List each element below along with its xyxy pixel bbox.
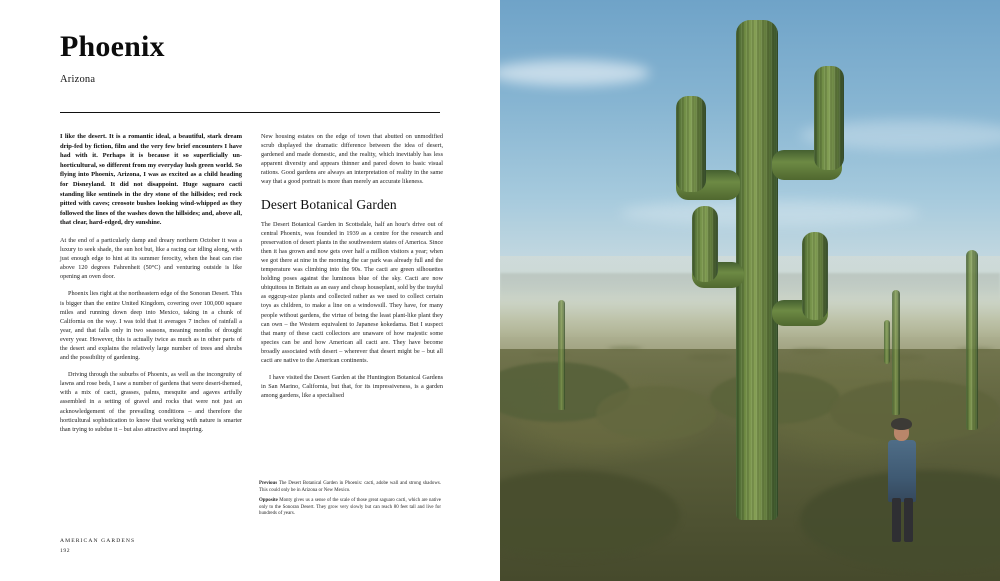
scrub-bush <box>596 386 716 440</box>
lead-paragraph: I like the desert. It is a romantic ideal, a beautiful, stark dream drip-fed by fiction, film and the very few brief encounters I have had with it. Perhaps it is because it so superficially un-horticultural, so different from my everyday lush green world. So flying into Phoenix, Arizona, I was as excited as a child heading for Disneyland. It did not disappoint. Huge saguaro cacti standing like sentinels in the dry stone of the hillsides; red rock pitted with caves; creosote bushes looking wind-whipped as they followed the lines of the washes down the hillsides; and, above all, that clear, hard-edged, dry sunshine. <box>60 133 242 227</box>
desert-photo <box>500 0 1000 581</box>
page-subtitle: Arizona <box>60 74 96 85</box>
title-block <box>60 30 440 85</box>
background-saguaro <box>892 290 900 415</box>
column-one <box>60 132 242 522</box>
background-saguaro-arm <box>884 320 890 364</box>
saguaro-arm-right-lower <box>802 232 828 320</box>
caption-previous-label: Previous <box>259 481 278 486</box>
background-saguaro <box>966 250 978 430</box>
right-page-photograph <box>500 0 1000 581</box>
section-heading: Desert Botanical Garden <box>261 196 397 212</box>
page-number: 192 <box>60 548 71 554</box>
background-saguaro <box>558 300 565 410</box>
caption-opposite-label: Opposite <box>259 498 278 504</box>
paragraph: Driving through the suburbs of Phoenix, as well as the incongruity of lawns and rose beds, I saw a number of gardens that were desert-themed, with a mix of cacti, grasses, palms, mesquite and agaves artfully assembled in a setting of gravel and rocks that were not just an acknowledgement of the prevailing conditions – and therefore the horticultural sophistication to know that working with nature is smarter than trying to subdue it – but also attractive and inspiring. <box>60 371 242 433</box>
person-leg <box>904 498 913 542</box>
paragraph: At the end of a particularly damp and dreary northern October it was a luxury to seek shade, the sun hot but, like a racing car idling along, with just enough edge to hint at its summer ferocity, when the heat can rise above 120 degrees Fahrenheit (50°C) and venturing outside is like opening an oven door. <box>60 236 242 281</box>
title-divider <box>60 112 440 113</box>
saguaro-arm-left-lower <box>692 206 718 282</box>
cloud <box>500 60 650 86</box>
running-head: AMERICAN GARDENS <box>60 538 136 544</box>
caption-opposite-text: Monty gives us a sense of the scale of those great saguaro cacti, which are native only to the Sonoran Desert. They grow very slowly but can reach 80 feet tall and live for hundreds of years. <box>259 498 441 517</box>
paragraph: Phoenix lies right at the northeastern edge of the Sonoran Desert. This is bigger than the entire United Kingdom, covering over 100,000 square miles and running down deep into Mexico, taking in a chunk of California on the way. I was told that it averages 7 inches of rainfall a year, and that falls only in two seasons, meaning months of drought every year. However, this is actually twice as much as in other parts of the desert and explains the relatively large number of trees and shrubs and the possibility of gardening. <box>60 290 242 362</box>
paragraph: New housing estates on the edge of town that abutted on unmodified scrub displayed the dramatic difference between the idea of desert, gardened and made domestic, and the reality, which inevitably has less apparent diversity and appears thinner and pared down to basic visual rations. Good gardens are always an interpretation of reality in the same way that a good portrait is more than merely an accurate likeness. <box>261 133 443 186</box>
page-title: Phoenix <box>60 30 165 63</box>
paragraph: The Desert Botanical Garden in Scottsdale, half an hour's drive out of central Phoenix, was founded in 1939 as a centre for the research and preservation of desert plants in the southwestern states of America. Since then it has grown and now gets over half a million visitors a year; when we got there at nine in the morning the car park was already full and the temperature was climbing into the 90s. The cacti are green silhouettes holding poses against the luminous blue of the sky. Cacti are now ubiquitous in Britain as an easy and cheap houseplant, sold by the trayful as eggcup-size plants and collected rather as we used to collect certain toys as children, to make a line on a windowsill. They have, for many people without gardens, the virtue of being the least plant-like plant they can own – the Western equivalent to Japanese kokedama. But I suspect that many of these cacti collectors are unaware of how majestic some species can be and how American all cacti are. They have become broadly associated with desert – wherever that desert might be – but all cacti are native to the American continents. <box>261 220 443 364</box>
person-torso <box>888 440 916 502</box>
saguaro-arm-right <box>814 66 844 170</box>
caption-previous-text: The Desert Botanical Garden in Phoenix: cacti, adobe wall and strong shadows. This could only be in Arizona or New Mexico. <box>259 481 441 493</box>
paragraph: I have visited the Desert Garden at the Huntington Botanical Gardens in San Marino, California, but that, for its impressiveness, is a garden among gardens, like a specialised <box>261 374 443 400</box>
folio <box>60 538 135 554</box>
text-columns <box>60 132 443 522</box>
column-two <box>261 132 443 522</box>
person-leg <box>892 498 901 542</box>
figure-caption <box>259 481 441 518</box>
saguaro-arm-left <box>676 96 706 192</box>
person-hair <box>891 418 912 430</box>
